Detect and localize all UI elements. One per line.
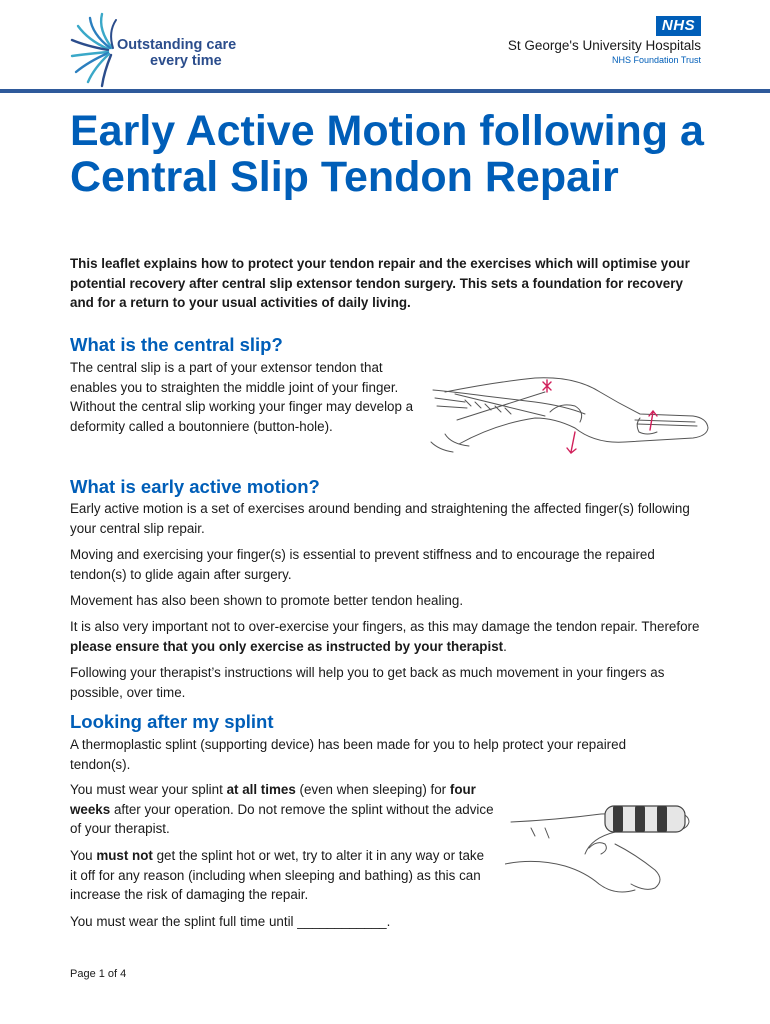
eam-p4-emphasis: please ensure that you only exercise as instructed by your therapist	[70, 638, 504, 654]
section-heading-central-slip: What is the central slip?	[70, 334, 283, 355]
eam-paragraph-3: Movement has also been shown to promote better tendon healing.	[70, 593, 464, 608]
trust-logo-icon	[68, 10, 124, 88]
trust-slogan	[117, 37, 236, 69]
splint-p2-e: after your operation. Do not remove the splint without the advice of your therapist.	[70, 801, 494, 836]
splint-paragraph-3	[70, 846, 490, 905]
splint-p2-b: at all times	[226, 782, 296, 797]
splint-paragraph-1: A thermoplastic splint (supporting device) has been made for you to help protect your repaired tendon(s).	[70, 737, 627, 772]
section-heading-splint: Looking after my splint	[70, 711, 274, 732]
trust-name: St George's University Hospitals	[507, 38, 701, 53]
page-header	[0, 0, 770, 92]
splint-p3-b: must not	[96, 848, 153, 863]
eam-p4-text: It is also very important not to over-exercise your fingers, as this may damage the tendon repair. Therefore	[70, 619, 700, 634]
eam-paragraph-1: Early active motion is a set of exercises around bending and straightening the affected finger(s) following your central slip repair.	[70, 501, 690, 536]
splint-p2-d: four weeks	[70, 782, 476, 817]
slogan-line-2: every time	[150, 53, 222, 69]
nhs-logo: NHS	[656, 16, 701, 36]
eam-p4-end: .	[503, 638, 507, 654]
finger-tendon-illustration-icon	[425, 362, 715, 466]
splint-p2-a: You must wear your splint	[70, 782, 227, 797]
splint-hand-illustration-icon	[505, 784, 710, 902]
splint-paragraph-2	[70, 780, 495, 839]
splint-p3-a: You	[70, 848, 97, 863]
slogan-line-1: Outstanding care	[117, 37, 237, 53]
header-rule	[0, 89, 770, 93]
central-slip-paragraph: The central slip is a part of your extensor tendon that enables you to straighten the middle joint of your finger. Without the central slip working your finger may develop a deformity called a boutonniere (button-hole).	[70, 360, 414, 434]
trust-subtitle: NHS Foundation Trust	[611, 55, 701, 65]
splint-paragraph-4: You must wear the splint full time until ____________.	[70, 914, 391, 929]
page-number: Page 1 of 4	[70, 968, 127, 980]
splint-p3-c: get the splint hot or wet, try to alter it in any way or take it off for any reason (including when sleeping and bathing) as this can increase the risk of damaging the repair.	[70, 848, 485, 902]
splint-p2-c: (even when sleeping) for	[295, 782, 450, 797]
eam-paragraph-2: Moving and exercising your finger(s) is essential to prevent stiffness and to encourage the repaired tendon(s) to glide again after surgery.	[70, 547, 655, 582]
eam-paragraph-5: Following your therapist’s instructions will help you to get back as much movement in your fingers as possible, over time.	[70, 665, 665, 700]
section-heading-early-active-motion: What is early active motion?	[70, 476, 320, 497]
page-title: Early Active Motion following a Central Slip Tendon Repair	[70, 107, 704, 201]
intro-paragraph: This leaflet explains how to protect your tendon repair and the exercises which will optimise your potential recovery after central slip extensor tendon surgery. This sets a foundation for recovery and for a return to your usual activities of daily living.	[70, 256, 690, 310]
eam-paragraph-4	[70, 617, 710, 656]
